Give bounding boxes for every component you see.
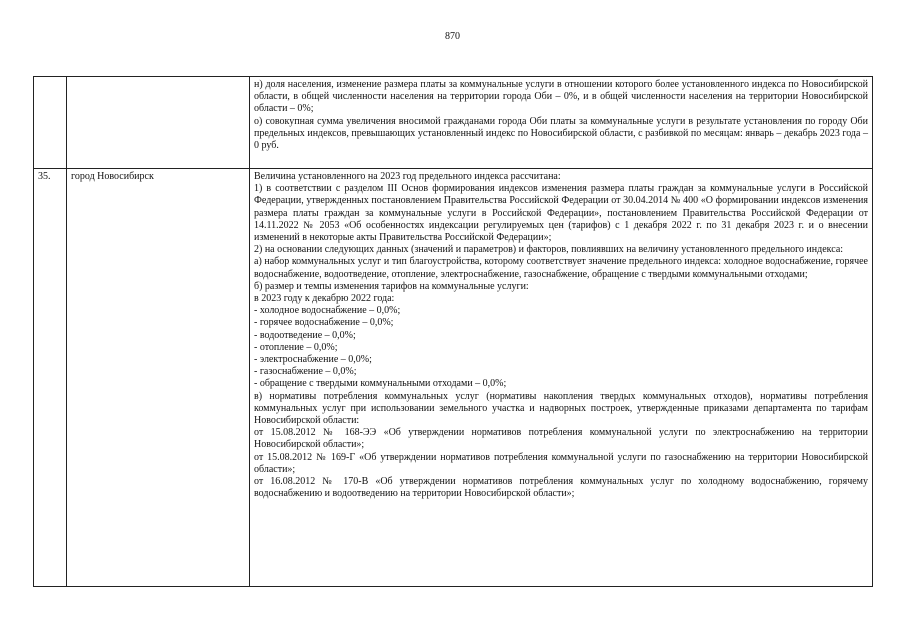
document-table [33,76,873,587]
list-item: - обращение с твердыми коммунальными отходами – 0,0%; [254,378,507,390]
list-item: - горячее водоснабжение – 0,0%; [254,317,394,329]
list-item: - газоснабжение – 0,0%; [254,366,357,378]
table-row [34,77,873,169]
paragraph: а) набор коммунальных услуг и тип благоустройства, которому соответствует значение предельного индекса: холодное водоснабжение, горячее водоснабжение, водоотведение, отопление, электроснабжение, газоснабжение, обращение с твердыми коммунальными отходами; [254,256,868,280]
list-item: - электроснабжение – 0,0%; [254,354,372,366]
paragraph: б) размер и темпы изменения тарифов на коммунальные услуги: [254,280,529,292]
paragraph: от 15.08.2012 № 168-ЭЭ «Об утверждении нормативов потребления коммунальной услуги по электроснабжению на территории Новосибирской области»; [254,427,868,451]
description-cell [250,169,873,587]
paragraph: в 2023 году к декабрю 2022 года: [254,293,395,305]
municipality-name-cell [67,77,250,169]
paragraph: о) совокупная сумма увеличения вносимой гражданами города Оби платы за коммунальные услуги в результате установления по городу Оби предельных индексов, превышающих установленный индекс по Новосибирской области, с разбивкой по месяцам: январь – декабрь 2023 года – 0 руб. [254,115,868,152]
paragraph: 1) в соответствии с разделом III Основ формирования индексов изменения размера платы граждан за коммунальные услуги в Российской Федерации, утвержденных постановлением Правительства Российской Федерации от 30.04.2014 № 400 «О формировании индексов изменения размера платы граждан за коммунальные услуги в Российской Федерации», постановлением Правительства Российской Федерации от 14.11.2022 № 2053 «Об особенностях индексации регулируемых цен (тарифов) с 1 декабря 2022 г. по 31 декабря 2023 г. и о внесении изменений в некоторые акты Правительства Российской Федерации»; [254,183,868,244]
list-item: - холодное водоснабжение – 0,0%; [254,305,401,317]
page-number: 870 [445,31,460,42]
row-number-cell: 35. [34,169,67,587]
paragraph: от 15.08.2012 № 169-Г «Об утверждении нормативов потребления коммунальной услуги по газоснабжению на территории Новосибирской области»; [254,451,868,475]
list-item: - водоотведение – 0,0%; [254,329,356,341]
paragraph: н) доля населения, изменение размера платы за коммунальные услуги в отношении которого более установленного индекса по Новосибирской области, в общей численности населения на территории города Оби – 0%, и в общей численности населения на территории Новосибирской области – 0%; [254,79,868,115]
paragraph: 2) на основании следующих данных (значений и параметров) и факторов, повлиявших на величину установленного предельного индекса: [254,244,844,256]
row-number-cell [34,77,67,169]
list-item: - отопление – 0,0%; [254,341,338,353]
description-cell [250,77,873,169]
paragraph: в) нормативы потребления коммунальных услуг (нормативы накопления твердых коммунальных отходов), нормативы потребления коммунальных услуг при использовании земельного участка и надворных построек, утвержденные приказами департамента по тарифам Новосибирской области: [254,390,868,427]
municipality-name-cell: город Новосибирск [67,169,250,587]
table-row [34,169,873,587]
paragraph: Величина установленного на 2023 год предельного индекса рассчитана: [254,171,561,182]
paragraph: от 16.08.2012 № 170-В «Об утверждении нормативов потребления коммунальных услуг по холодному водоснабжению, горячему водоснабжению и водоотведению на территории Новосибирской области»; [254,476,868,500]
